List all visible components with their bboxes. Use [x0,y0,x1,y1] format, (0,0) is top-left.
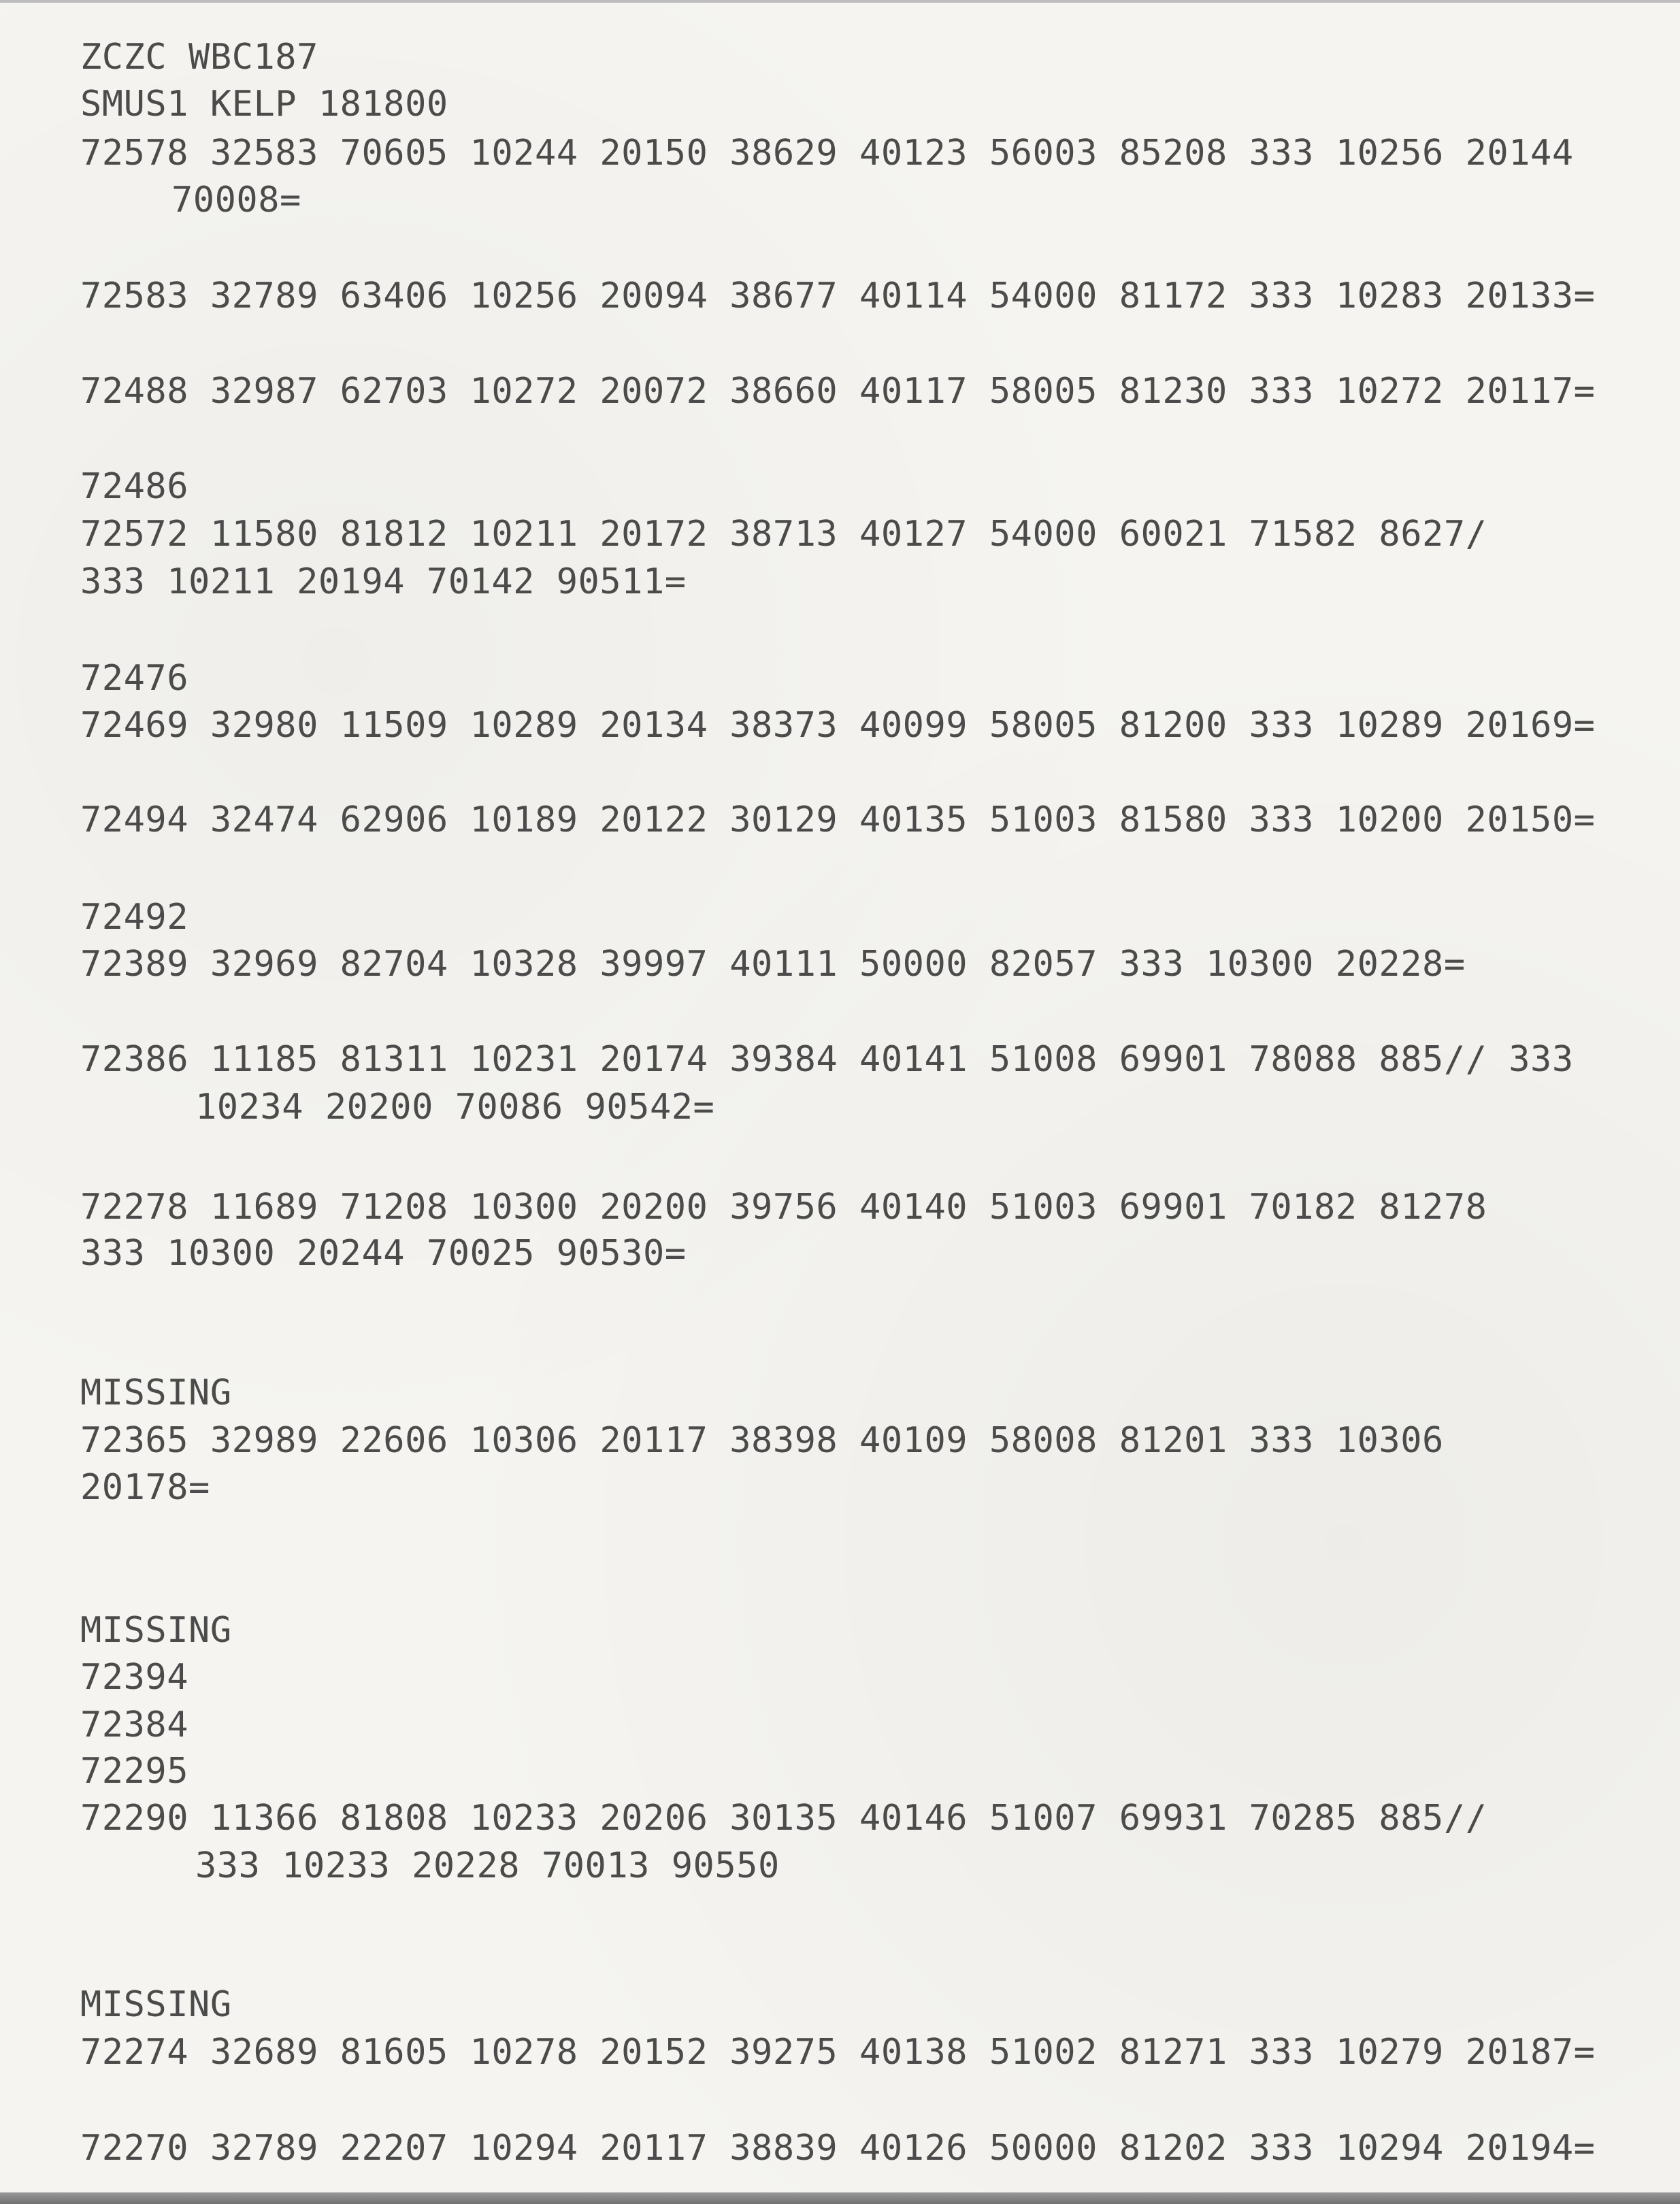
report-line: 72578 32583 70605 10244 20150 38629 40123 56003 85208 333 10256 20144 [80,133,1574,174]
page-top-edge [0,0,1680,3]
report-line: 72274 32689 81605 10278 20152 39275 40138 51002 81271 333 10279 20187= [80,2032,1596,2073]
page-bottom-edge [0,2192,1680,2204]
report-continuation: 10234 20200 70086 90542= [195,1087,715,1128]
station-id-line: 72486 [80,466,189,507]
report-line: 72365 32989 22606 10306 20117 38398 40109 58008 81201 333 10306 [80,1420,1444,1461]
report-continuation: 20178= [80,1467,210,1508]
report-continuation: 70008= [171,180,301,220]
report-line: 72572 11580 81812 10211 20172 38713 40127 54000 60021 71582 8627/ [80,514,1487,555]
report-line: 72290 11366 81808 10233 20206 30135 40146 51007 69931 70285 885// [80,1798,1487,1839]
report-continuation: 333 10300 20244 70025 90530= [80,1233,687,1274]
header-line-1: ZCZC WBC187 [80,37,318,78]
report-line: 72494 32474 62906 10189 20122 30129 40135 51003 81580 333 10200 20150= [80,800,1596,840]
report-continuation: 333 10211 20194 70142 90511= [80,561,687,602]
station-id-line: 72384 [80,1705,189,1745]
report-line: 72389 32969 82704 10328 39997 40111 50000 82057 333 10300 20228= [80,944,1466,985]
station-id-line: 72476 [80,658,189,699]
report-line: 72386 11185 81311 10231 20174 39384 40141 51008 69901 78088 885// 333 [80,1039,1574,1080]
report-line: 72469 32980 11509 10289 20134 38373 40099 58005 81200 333 10289 20169= [80,705,1596,746]
station-id-line: 72492 [80,897,189,938]
missing-label: MISSING [80,1372,232,1413]
station-id-line: 72295 [80,1751,189,1792]
header-line-2: SMUS1 KELP 181800 [80,84,448,125]
report-continuation: 333 10233 20228 70013 90550 [195,1845,780,1886]
report-line: 72488 32987 62703 10272 20072 38660 40117 58005 81230 333 10272 20117= [80,371,1596,412]
missing-label: MISSING [80,1984,232,2025]
missing-label: MISSING [80,1610,232,1651]
report-line: 72583 32789 63406 10256 20094 38677 40114 54000 81172 333 10283 20133= [80,276,1596,316]
report-line: 72270 32789 22207 10294 20117 38839 40126 50000 81202 333 10294 20194= [80,2128,1596,2169]
station-id-line: 72394 [80,1657,189,1698]
report-line: 72278 11689 71208 10300 20200 39756 40140 51003 69901 70182 81278 [80,1187,1487,1228]
